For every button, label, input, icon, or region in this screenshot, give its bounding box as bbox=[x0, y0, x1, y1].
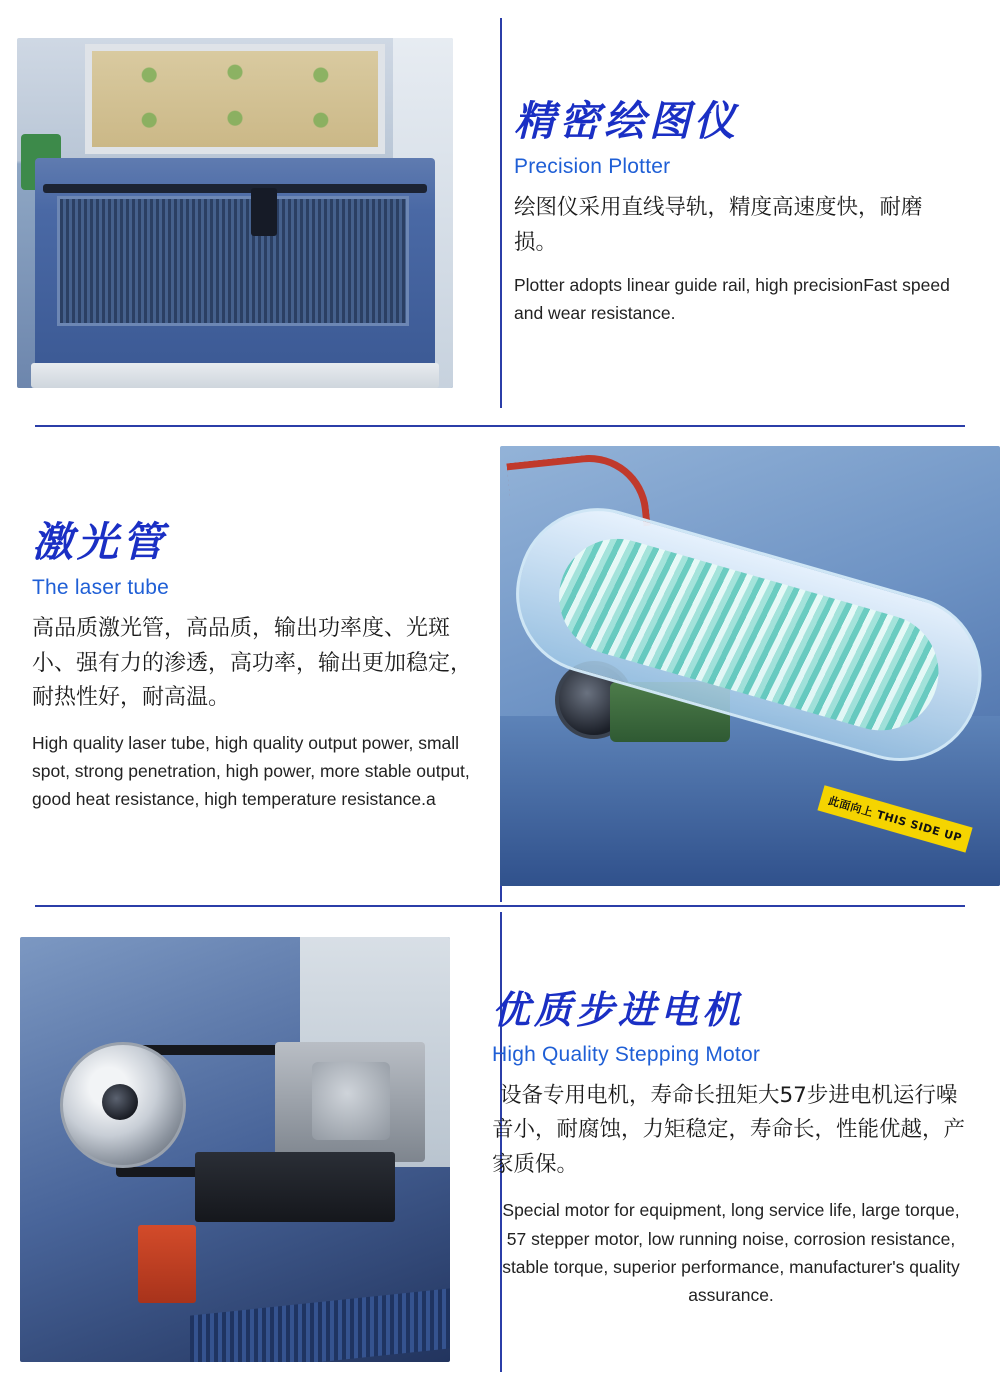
block-title-cn-precision-plotter: 精密绘图仪 bbox=[514, 96, 739, 145]
feature-block-stepping-motor bbox=[0, 907, 1000, 1392]
photo-laser-head bbox=[251, 188, 277, 236]
block-title-cn-laser-tube: 激光管 bbox=[32, 518, 167, 567]
photo-mount-block bbox=[195, 1152, 395, 1222]
laser-tube-photo-cell bbox=[500, 427, 1000, 905]
photo-machine-base bbox=[31, 363, 439, 388]
laser-cutter-photo-cell bbox=[0, 0, 470, 425]
block-title-en-precision-plotter: Precision Plotter bbox=[514, 154, 671, 178]
photo-pulley-hub bbox=[102, 1084, 138, 1120]
stepping-motor-photo bbox=[20, 937, 450, 1362]
photo-bed-rail bbox=[190, 1288, 450, 1362]
block-body-cn-precision-plotter: 绘图仪采用直线导轨，精度高速度快，耐磨损。 bbox=[514, 194, 923, 255]
laser-tube-photo bbox=[500, 446, 1000, 886]
photo-gantry-rail bbox=[43, 184, 427, 193]
photo-red-component bbox=[138, 1225, 196, 1303]
feature-block-precision-plotter bbox=[0, 0, 1000, 425]
precision-plotter-text bbox=[470, 0, 1000, 425]
stepping-motor-photo-cell bbox=[0, 907, 470, 1392]
photo-honeycomb-bed bbox=[57, 196, 409, 326]
block-title-en-stepping-motor: High Quality Stepping Motor bbox=[492, 1043, 761, 1067]
block-body-cn-stepping-motor: 设备专用电机，寿命长扭矩大57步进电机运行噪音小，耐腐蚀，力矩稳定，寿命长，性能优越，产家质保。 bbox=[492, 1083, 966, 1177]
laser-tube-text bbox=[0, 427, 500, 905]
laser-cutter-photo bbox=[17, 38, 453, 388]
block-title-en-laser-tube: The laser tube bbox=[32, 576, 170, 600]
block-body-cn-laser-tube: 高品质激光管，高品质，输出功率度、光斑小、强有力的渗透，高功率，输出更加稳定，耐热性好，耐高温。 bbox=[32, 616, 473, 710]
block-body-en-laser-tube: High quality laser tube, high quality output power, small spot, strong penetration, high power, more stable output, good heat resistance, high temperature resistance.a bbox=[32, 732, 470, 809]
block-body-en-stepping-motor: Special motor for equipment, long service life, large torque, 57 stepper motor, low running noise, corrosion resistance, stable torque, superior performance, manufacturer's quality assurance. bbox=[502, 1200, 960, 1306]
photo-motor-face bbox=[312, 1062, 390, 1140]
feature-block-laser-tube bbox=[0, 427, 1000, 905]
stepping-motor-text bbox=[470, 907, 1000, 1392]
block-title-cn-stepping-motor: 优质步进电机 bbox=[492, 988, 745, 1033]
block-body-en-precision-plotter: Plotter adopts linear guide rail, high precisionFast speed and wear resistance. bbox=[514, 274, 950, 323]
tube-orientation-label: 此面向上 THIS SIDE UP bbox=[817, 785, 973, 853]
photo-open-lid bbox=[85, 44, 385, 154]
